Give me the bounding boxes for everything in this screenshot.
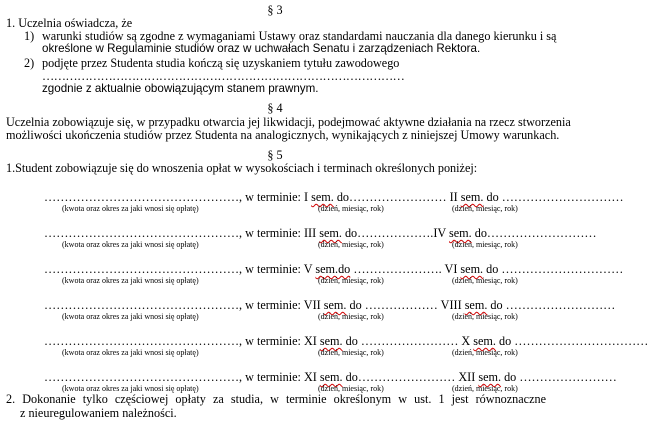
payment-first-deadline: do …………………… X (342, 334, 474, 348)
semester-word: sem. (319, 370, 343, 384)
section5-heading: § 5 (267, 148, 283, 162)
semester-word: sem. (478, 370, 502, 384)
section4-line2: możliwości ukończenia studiów przez Studenta na analogicznych, wynikających z niniejszej Umowy warunkach. (6, 128, 560, 142)
payment-second-deadline: do …………………………… (495, 334, 648, 348)
caption-amount: (kwota oraz okres za jaki wnosi się opłatę) (62, 312, 199, 321)
section3-intro: 1. Uczelnia oświadcza, że (6, 16, 133, 30)
payment-second-deadline: do……………………… (471, 226, 597, 240)
caption-date: (dzień, miesiąc, rok) (452, 384, 518, 393)
caption-amount: (kwota oraz okres za jaki wnosi się opłatę) (62, 348, 199, 357)
section5-item2-line2: z nieuregulowaniem należności. (20, 406, 177, 420)
payment-row (44, 370, 617, 384)
payment-amount-and-term: …………………………………………, w terminie: V (44, 262, 316, 276)
caption-date: (dzień, miesiąc, rok) (318, 312, 384, 321)
payment-second-deadline: do ………………………… (483, 190, 624, 204)
payment-row (44, 334, 648, 348)
payment-second-deadline: do ………………………… (483, 262, 624, 276)
caption-amount: (kwota oraz okres za jaki wnosi się opłatę) (62, 384, 199, 393)
semester-word: sem.do (315, 262, 351, 276)
payment-amount-and-term: …………………………………………, w terminie: XI (44, 370, 320, 384)
payment-amount-and-term: …………………………………………, w terminie: III (44, 226, 320, 240)
payment-second-deadline: do ……………………… (487, 298, 616, 312)
payment-amount-and-term: …………………………………………, w terminie: XI (44, 334, 320, 348)
section3-heading: § 3 (267, 3, 283, 17)
section5-intro: 1.Student zobowiązuje się do wnoszenia opłat w wysokościach i terminach określonych poniżej: (6, 161, 478, 175)
caption-amount: (kwota oraz okres za jaki wnosi się opłatę) (62, 240, 199, 249)
semester-word: sem. (311, 190, 334, 204)
payment-first-deadline: …………………. VI (350, 262, 461, 276)
item-number: 2) (24, 56, 35, 70)
payment-row (44, 190, 624, 204)
payment-row (44, 226, 597, 240)
semester-word: sem. (323, 298, 347, 312)
payment-second-deadline: do …………………… (501, 370, 617, 384)
semester-word: sem. (460, 190, 484, 204)
payment-row (44, 262, 624, 276)
caption-date: (dzień, miesiąc, rok) (318, 384, 384, 393)
semester-word: sem. (464, 298, 488, 312)
item1-line1: warunki studiów są zgodne z wymaganiami Ustawy oraz standardami nauczania dla danego kierunku i są (42, 29, 557, 43)
item-number: 1) (24, 29, 35, 43)
caption-date: (dzień, miesiąc, rok) (452, 276, 518, 285)
caption-amount: (kwota oraz okres za jaki wnosi się opłatę) (62, 276, 199, 285)
payment-amount-and-term: …………………………………………, w terminie: I (44, 190, 312, 204)
semester-word: sem. (319, 334, 343, 348)
semester-word: sem. (473, 334, 496, 348)
caption-date: (dzień, miesiąc, rok) (452, 204, 518, 213)
payment-first-deadline: do…………………… II (333, 190, 461, 204)
caption-amount: (kwota oraz okres za jaki wnosi się opłatę) (62, 204, 199, 213)
payment-first-deadline: do ……………… VIII (346, 298, 465, 312)
caption-date: (dzień, miesiąc, rok) (452, 312, 518, 321)
section4-heading: § 4 (267, 101, 283, 115)
section5-item2-line1: 2. Dokonanie tylko częściowej opłaty za studia, w terminie określonym w ust. 1 jest równoznaczne (6, 392, 546, 406)
payment-amount-and-term: …………………………………………, w terminie: VII (44, 298, 324, 312)
caption-date: (dzień, miesiąc, rok) (318, 204, 384, 213)
item2-line3: zgodnie z aktualnie obowiązującym stanem prawnym. (42, 82, 319, 95)
item2-dotted-line: ………………………………………………………………………………… (42, 69, 405, 83)
payment-row (44, 298, 616, 312)
caption-date: (dzień, miesiąc, rok) (452, 240, 518, 249)
semester-word: sem. (449, 226, 472, 240)
item1-line2: określone w Regulaminie studiów oraz w uchwałach Senatu i zarządzeniach Rektora. (42, 42, 481, 55)
semester-word: sem. (460, 262, 484, 276)
caption-date: (dzień, miesiąc, rok) (318, 240, 384, 249)
caption-date: (dzień, miesiąc, rok) (318, 276, 384, 285)
section4-line1: Uczelnia zobowiązuje się, w przypadku otwarcia jej likwidacji, podejmować aktywne działania na rzecz stworzenia (6, 115, 571, 129)
payment-first-deadline: do……………….IV (341, 226, 449, 240)
payment-first-deadline: do…………………… XII (342, 370, 479, 384)
semester-word: sem. (319, 226, 342, 240)
caption-date: (dzień, miesiąc, rok) (318, 348, 384, 357)
item2-line1: podjęte przez Studenta studia kończą się uzyskaniem tytułu zawodowego (42, 56, 400, 70)
caption-date: (dzień, miesiąc, rok) (452, 348, 518, 357)
